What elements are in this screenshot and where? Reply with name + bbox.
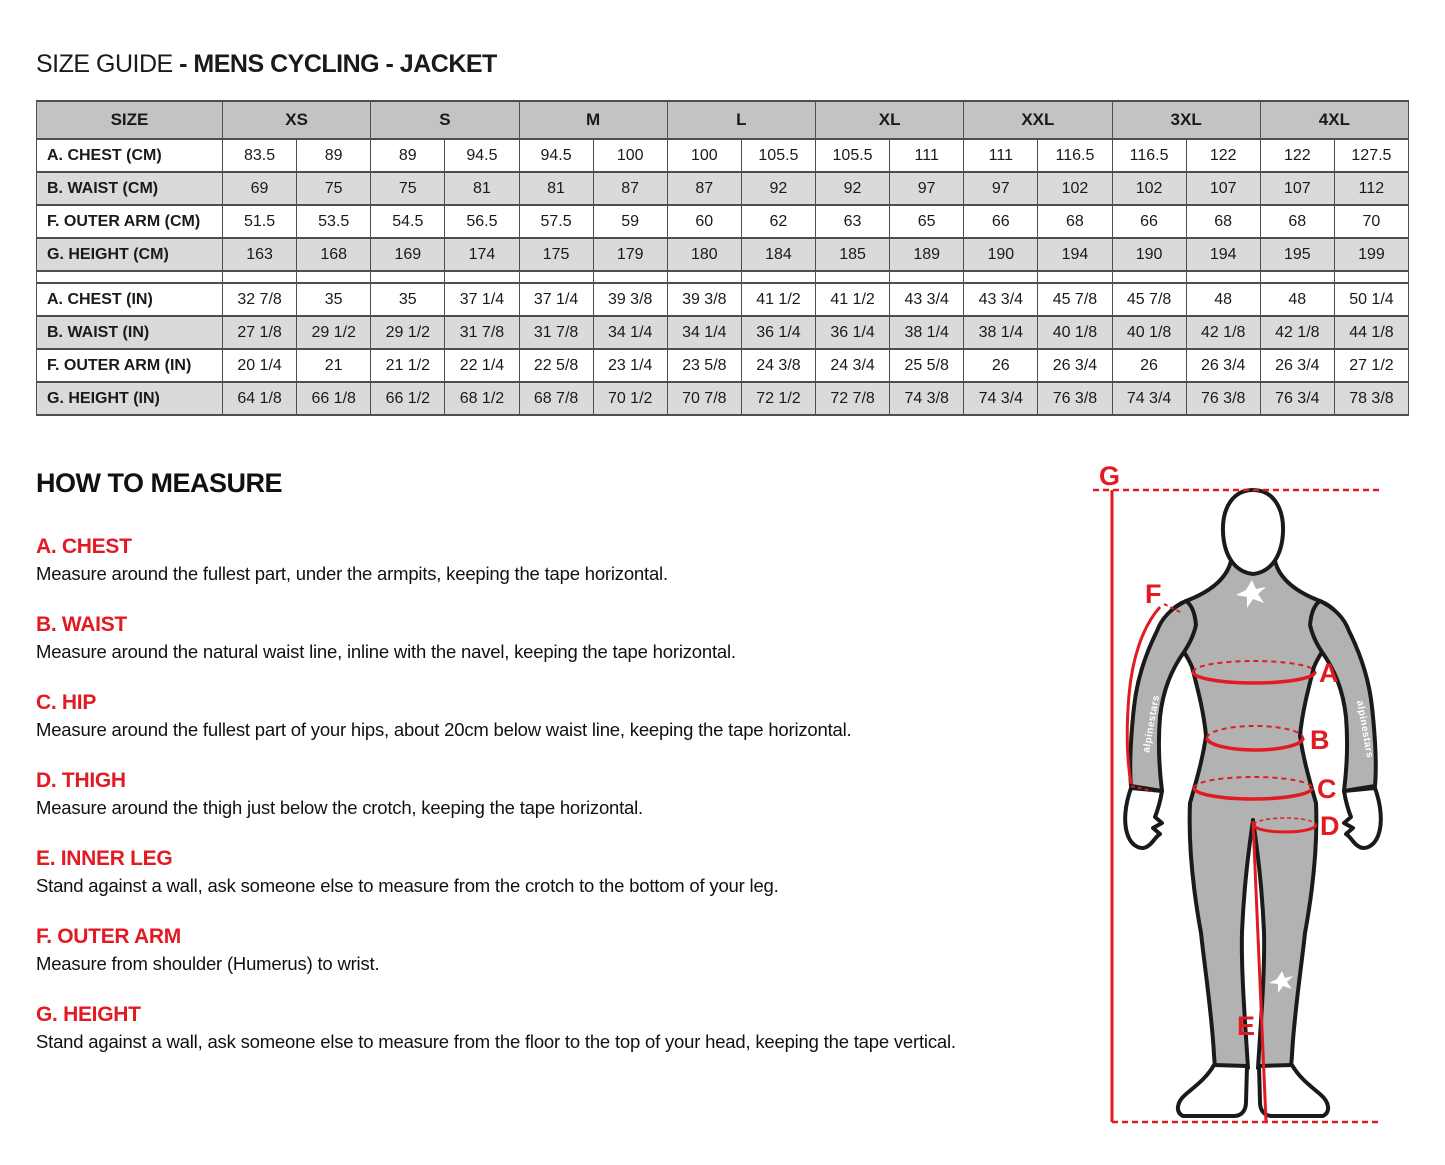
size-value-cell: 70 1/2 xyxy=(593,382,667,415)
size-value-cell: 35 xyxy=(297,283,371,316)
spacer-cell xyxy=(445,271,519,283)
size-value-cell: 27 1/2 xyxy=(1334,349,1408,382)
size-value-cell: 26 xyxy=(1112,349,1186,382)
spacer-cell xyxy=(816,271,890,283)
spacer-cell xyxy=(890,271,964,283)
size-value-cell: 26 3/4 xyxy=(1038,349,1112,382)
size-value-cell: 35 xyxy=(371,283,445,316)
spacer-cell xyxy=(1112,271,1186,283)
size-value-cell: 22 1/4 xyxy=(445,349,519,382)
measure-section-g-height xyxy=(36,1003,1096,1053)
size-value-cell: 74 3/4 xyxy=(1112,382,1186,415)
size-value-cell: 22 5/8 xyxy=(519,349,593,382)
size-value-cell: 127.5 xyxy=(1334,139,1408,172)
size-value-cell: 32 7/8 xyxy=(223,283,297,316)
spacer-cell xyxy=(37,271,223,283)
size-value-cell: 24 3/4 xyxy=(816,349,890,382)
size-value-cell: 66 1/2 xyxy=(371,382,445,415)
row-label: A. CHEST (IN) xyxy=(37,283,223,316)
size-value-cell: 21 1/2 xyxy=(371,349,445,382)
measure-section-e-inner-leg xyxy=(36,847,1096,897)
size-value-cell: 92 xyxy=(816,172,890,205)
label-thigh-d: D xyxy=(1320,811,1340,841)
spacer-cell xyxy=(1038,271,1112,283)
measure-heading: D. THIGH xyxy=(36,769,126,792)
spacer-cell xyxy=(667,271,741,283)
how-to-measure-section xyxy=(36,468,1096,1081)
size-value-cell: 51.5 xyxy=(223,205,297,238)
label-waist-b: B xyxy=(1310,725,1330,755)
size-value-cell: 189 xyxy=(890,238,964,271)
size-value-cell: 70 xyxy=(1334,205,1408,238)
label-hip-c: C xyxy=(1317,774,1337,804)
size-value-cell: 75 xyxy=(371,172,445,205)
size-value-cell: 37 1/4 xyxy=(445,283,519,316)
size-value-cell: 122 xyxy=(1260,139,1334,172)
size-value-cell: 54.5 xyxy=(371,205,445,238)
size-value-cell: 116.5 xyxy=(1112,139,1186,172)
size-value-cell: 68 7/8 xyxy=(519,382,593,415)
measure-text: Stand against a wall, ask someone else to measure from the crotch to the bottom of your leg. xyxy=(36,875,779,896)
spacer-cell xyxy=(741,271,815,283)
spacer-cell xyxy=(371,271,445,283)
size-header-xxl: XXL xyxy=(964,101,1112,139)
size-value-cell: 23 1/4 xyxy=(593,349,667,382)
size-value-cell: 29 1/2 xyxy=(297,316,371,349)
size-value-cell: 76 3/8 xyxy=(1186,382,1260,415)
size-value-cell: 97 xyxy=(890,172,964,205)
page-title-bold: - MENS CYCLING - JACKET xyxy=(179,50,497,78)
table-row xyxy=(37,172,1409,205)
size-value-cell: 190 xyxy=(964,238,1038,271)
page-title-regular: SIZE GUIDE xyxy=(36,50,173,78)
size-value-cell: 21 xyxy=(297,349,371,382)
size-value-cell: 174 xyxy=(445,238,519,271)
how-to-measure-title: HOW TO MEASURE xyxy=(36,468,283,498)
size-value-cell: 74 3/8 xyxy=(890,382,964,415)
size-value-cell: 24 3/8 xyxy=(741,349,815,382)
size-value-cell: 45 7/8 xyxy=(1112,283,1186,316)
spacer-cell xyxy=(223,271,297,283)
size-value-cell: 70 7/8 xyxy=(667,382,741,415)
size-value-cell: 20 1/4 xyxy=(223,349,297,382)
size-value-cell: 195 xyxy=(1260,238,1334,271)
measure-text: Measure around the fullest part, under the armpits, keeping the tape horizontal. xyxy=(36,563,668,584)
size-value-cell: 64 1/8 xyxy=(223,382,297,415)
size-value-cell: 105.5 xyxy=(816,139,890,172)
size-value-cell: 68 xyxy=(1186,205,1260,238)
size-value-cell: 41 1/2 xyxy=(816,283,890,316)
size-value-cell: 40 1/8 xyxy=(1112,316,1186,349)
row-label: F. OUTER ARM (IN) xyxy=(37,349,223,382)
size-header-xl: XL xyxy=(816,101,964,139)
size-value-cell: 72 1/2 xyxy=(741,382,815,415)
size-value-cell: 122 xyxy=(1186,139,1260,172)
size-value-cell: 81 xyxy=(445,172,519,205)
size-value-cell: 68 xyxy=(1038,205,1112,238)
size-header-corner: SIZE xyxy=(37,101,223,139)
size-value-cell: 68 1/2 xyxy=(445,382,519,415)
size-guide-table xyxy=(36,100,1409,416)
size-value-cell: 48 xyxy=(1260,283,1334,316)
size-value-cell: 74 3/4 xyxy=(964,382,1038,415)
size-value-cell: 169 xyxy=(371,238,445,271)
row-label: F. OUTER ARM (CM) xyxy=(37,205,223,238)
size-value-cell: 26 3/4 xyxy=(1186,349,1260,382)
spacer-cell xyxy=(1260,271,1334,283)
table-row xyxy=(37,238,1409,271)
size-value-cell: 45 7/8 xyxy=(1038,283,1112,316)
size-value-cell: 23 5/8 xyxy=(667,349,741,382)
measure-heading: B. WAIST xyxy=(36,613,127,636)
size-value-cell: 56.5 xyxy=(445,205,519,238)
measure-heading: A. CHEST xyxy=(36,535,132,558)
size-value-cell: 50 1/4 xyxy=(1334,283,1408,316)
size-value-cell: 26 3/4 xyxy=(1260,349,1334,382)
size-value-cell: 75 xyxy=(297,172,371,205)
body-left-foot xyxy=(1178,1065,1247,1116)
table-row xyxy=(37,316,1409,349)
size-value-cell: 175 xyxy=(519,238,593,271)
size-value-cell: 105.5 xyxy=(741,139,815,172)
size-value-cell: 92 xyxy=(741,172,815,205)
size-value-cell: 194 xyxy=(1038,238,1112,271)
size-value-cell: 102 xyxy=(1112,172,1186,205)
spacer-cell xyxy=(297,271,371,283)
size-value-cell: 38 1/4 xyxy=(964,316,1038,349)
size-value-cell: 60 xyxy=(667,205,741,238)
size-table-body xyxy=(37,139,1409,415)
size-value-cell: 94.5 xyxy=(519,139,593,172)
measure-text: Measure around the thigh just below the crotch, keeping the tape horizontal. xyxy=(36,797,643,818)
size-value-cell: 40 1/8 xyxy=(1038,316,1112,349)
size-value-cell: 62 xyxy=(741,205,815,238)
size-value-cell: 34 1/4 xyxy=(667,316,741,349)
size-value-cell: 87 xyxy=(667,172,741,205)
row-label: A. CHEST (CM) xyxy=(37,139,223,172)
body-left-arm xyxy=(1130,601,1196,791)
table-row xyxy=(37,283,1409,316)
size-table-header-row xyxy=(37,101,1409,139)
measure-text: Stand against a wall, ask someone else to measure from the floor to the top of your head, keeping the tape vertical. xyxy=(36,1031,956,1052)
size-value-cell: 107 xyxy=(1186,172,1260,205)
spacer-cell xyxy=(1334,271,1408,283)
size-value-cell: 97 xyxy=(964,172,1038,205)
size-value-cell: 112 xyxy=(1334,172,1408,205)
size-value-cell: 25 5/8 xyxy=(890,349,964,382)
size-value-cell: 102 xyxy=(1038,172,1112,205)
table-row xyxy=(37,382,1409,415)
measure-text: Measure around the natural waist line, inline with the navel, keeping the tape horizontal. xyxy=(36,641,736,662)
size-value-cell: 57.5 xyxy=(519,205,593,238)
size-value-cell: 116.5 xyxy=(1038,139,1112,172)
size-value-cell: 100 xyxy=(593,139,667,172)
size-value-cell: 180 xyxy=(667,238,741,271)
size-header-xs: XS xyxy=(223,101,371,139)
spacer-cell xyxy=(593,271,667,283)
size-header-4xl: 4XL xyxy=(1260,101,1408,139)
measure-heading: E. INNER LEG xyxy=(36,847,173,870)
measure-text: Measure from shoulder (Humerus) to wrist. xyxy=(36,953,380,974)
measurement-diagram xyxy=(1085,455,1445,1165)
body-right-arm xyxy=(1310,601,1376,791)
size-value-cell: 76 3/8 xyxy=(1038,382,1112,415)
size-value-cell: 34 1/4 xyxy=(593,316,667,349)
size-value-cell: 66 xyxy=(1112,205,1186,238)
size-value-cell: 42 1/8 xyxy=(1186,316,1260,349)
label-inner-leg-e: E xyxy=(1237,1011,1256,1041)
size-value-cell: 27 1/8 xyxy=(223,316,297,349)
measure-section-f-outer-arm xyxy=(36,925,1096,975)
size-value-cell: 194 xyxy=(1186,238,1260,271)
measure-heading: G. HEIGHT xyxy=(36,1003,141,1026)
measure-text: Measure around the fullest part of your hips, about 20cm below waist line, keeping the tape horizontal. xyxy=(36,719,852,740)
measure-sections xyxy=(36,535,1096,1053)
table-row xyxy=(37,139,1409,172)
measure-section-d-thigh xyxy=(36,769,1096,819)
row-label: G. HEIGHT (IN) xyxy=(37,382,223,415)
size-value-cell: 69 xyxy=(223,172,297,205)
size-value-cell: 37 1/4 xyxy=(519,283,593,316)
size-value-cell: 168 xyxy=(297,238,371,271)
size-value-cell: 111 xyxy=(890,139,964,172)
size-value-cell: 39 3/8 xyxy=(593,283,667,316)
size-value-cell: 53.5 xyxy=(297,205,371,238)
size-value-cell: 184 xyxy=(741,238,815,271)
measure-section-c-hip xyxy=(36,691,1096,741)
size-value-cell: 36 1/4 xyxy=(816,316,890,349)
size-value-cell: 48 xyxy=(1186,283,1260,316)
size-value-cell: 94.5 xyxy=(445,139,519,172)
size-value-cell: 89 xyxy=(297,139,371,172)
size-value-cell: 78 3/8 xyxy=(1334,382,1408,415)
size-value-cell: 190 xyxy=(1112,238,1186,271)
row-label: B. WAIST (IN) xyxy=(37,316,223,349)
size-value-cell: 59 xyxy=(593,205,667,238)
size-value-cell: 44 1/8 xyxy=(1334,316,1408,349)
body-head xyxy=(1223,490,1283,574)
size-value-cell: 179 xyxy=(593,238,667,271)
size-value-cell: 43 3/4 xyxy=(890,283,964,316)
size-value-cell: 36 1/4 xyxy=(741,316,815,349)
spacer-cell xyxy=(964,271,1038,283)
size-value-cell: 41 1/2 xyxy=(741,283,815,316)
table-spacer-row xyxy=(37,271,1409,283)
left-sleeve-logo: alpinestars xyxy=(1141,694,1163,754)
body-left-hand xyxy=(1125,788,1162,848)
size-value-cell: 87 xyxy=(593,172,667,205)
measure-section-b-waist xyxy=(36,613,1096,663)
measure-section-a-chest xyxy=(36,535,1096,585)
size-value-cell: 81 xyxy=(519,172,593,205)
size-value-cell: 76 3/4 xyxy=(1260,382,1334,415)
measure-heading: C. HIP xyxy=(36,691,97,714)
size-value-cell: 163 xyxy=(223,238,297,271)
measure-heading: F. OUTER ARM xyxy=(36,925,181,948)
size-value-cell: 107 xyxy=(1260,172,1334,205)
size-value-cell: 66 1/8 xyxy=(297,382,371,415)
spacer-cell xyxy=(1186,271,1260,283)
size-value-cell: 26 xyxy=(964,349,1038,382)
size-value-cell: 43 3/4 xyxy=(964,283,1038,316)
size-value-cell: 68 xyxy=(1260,205,1334,238)
size-header-s: S xyxy=(371,101,519,139)
size-header-l: L xyxy=(667,101,815,139)
row-label: B. WAIST (CM) xyxy=(37,172,223,205)
size-value-cell: 199 xyxy=(1334,238,1408,271)
size-value-cell: 111 xyxy=(964,139,1038,172)
size-value-cell: 39 3/8 xyxy=(667,283,741,316)
body-figure-svg xyxy=(1085,455,1445,1165)
label-height-g: G xyxy=(1099,461,1121,491)
size-value-cell: 63 xyxy=(816,205,890,238)
size-value-cell: 89 xyxy=(371,139,445,172)
label-chest-a: A xyxy=(1319,658,1339,688)
size-value-cell: 185 xyxy=(816,238,890,271)
size-value-cell: 38 1/4 xyxy=(890,316,964,349)
size-value-cell: 65 xyxy=(890,205,964,238)
right-sleeve-logo: alpinestars xyxy=(1354,699,1376,759)
size-value-cell: 72 7/8 xyxy=(816,382,890,415)
size-header-3xl: 3XL xyxy=(1112,101,1260,139)
size-value-cell: 31 7/8 xyxy=(519,316,593,349)
page-title xyxy=(36,50,497,79)
table-row xyxy=(37,349,1409,382)
spacer-cell xyxy=(519,271,593,283)
size-value-cell: 42 1/8 xyxy=(1260,316,1334,349)
body-right-foot xyxy=(1259,1065,1328,1116)
row-label: G. HEIGHT (CM) xyxy=(37,238,223,271)
size-value-cell: 29 1/2 xyxy=(371,316,445,349)
table-row xyxy=(37,205,1409,238)
size-value-cell: 100 xyxy=(667,139,741,172)
size-header-m: M xyxy=(519,101,667,139)
label-outer-arm-f: F xyxy=(1145,579,1162,609)
size-value-cell: 66 xyxy=(964,205,1038,238)
size-value-cell: 83.5 xyxy=(223,139,297,172)
body-right-hand xyxy=(1344,788,1381,848)
size-value-cell: 31 7/8 xyxy=(445,316,519,349)
